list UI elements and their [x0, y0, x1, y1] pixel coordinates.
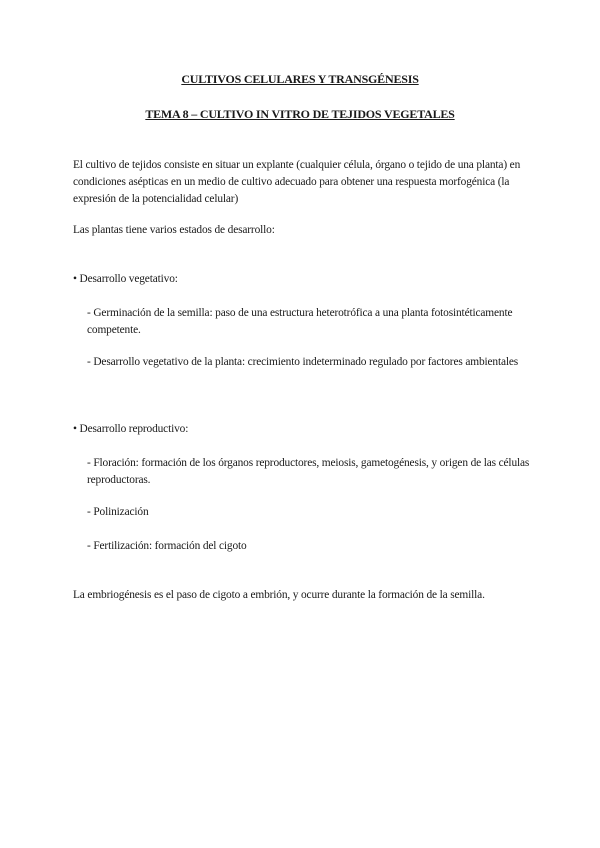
reproductive-heading: • Desarrollo reproductivo: [73, 423, 189, 435]
subject-title: CULTIVOS CELULARES Y TRANSGÉNESIS [181, 72, 419, 86]
list-item-flowering: - Floración: formación de los órganos reproductores, meiosis, gametogénesis, y origen de las células reproductoras. [87, 457, 530, 486]
topic-title: TEMA 8 – CULTIVO IN VITRO DE TEJIDOS VEGETALES [145, 107, 455, 121]
list-item-germination: - Germinación de la semilla: paso de una estructura heterotrófica a una planta fotosintéticamente competente. [87, 307, 513, 336]
vegetative-heading: • Desarrollo vegetativo: [73, 273, 178, 285]
list-item-pollination: - Polinización [87, 506, 149, 518]
closing-paragraph: La embriogénesis es el paso de cigoto a embrión, y ocurre durante la formación de la semilla. [73, 589, 485, 601]
intro-paragraph: El cultivo de tejidos consiste en situar un explante (cualquier célula, órgano o tejido de una planta) en condiciones asépticas en un medio de cultivo adecuado para obtener una respuesta morfogénica (la expresión de la potencialidad celular) [73, 159, 521, 205]
list-item-vegetative-growth: - Desarrollo vegetativo de la planta: crecimiento indeterminado regulado por factores ambientales [87, 356, 519, 368]
list-item-fertilization: - Fertilización: formación del cigoto [87, 540, 247, 552]
stages-intro: Las plantas tiene varios estados de desarrollo: [73, 224, 275, 236]
